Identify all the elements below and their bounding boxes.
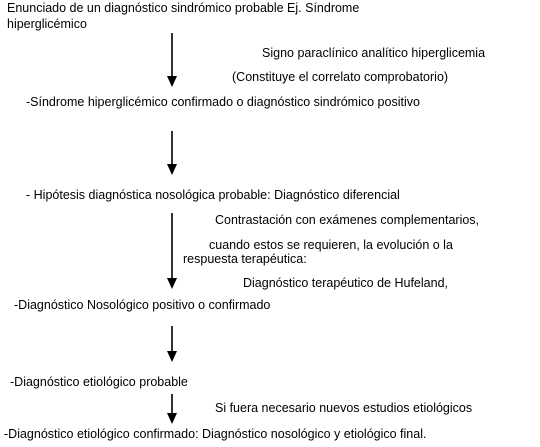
step1-line1: Enunciado de un diagnóstico sindrómico probable Ej. Síndrome <box>7 1 360 15</box>
step3: - Hipótesis diagnóstica nosológica probable: Diagnóstico diferencial <box>26 188 400 202</box>
note1-line2: (Constituye el correlato comprobatorio) <box>232 70 449 84</box>
note3-line2: cuando estos se requieren, la evolución o la <box>209 238 453 252</box>
down-arrow-3 <box>167 213 177 289</box>
note1-line1: Signo paraclínico analítico hiperglicemia <box>262 46 486 60</box>
note3-line3: respuesta terapéutica: <box>183 252 307 266</box>
down-arrow-1 <box>167 33 177 87</box>
down-arrow-4 <box>167 326 177 362</box>
step1-line2: hiperglicémico <box>7 17 87 31</box>
note5: Si fuera necesario nuevos estudios etiológicos <box>215 401 473 415</box>
note3-line4: Diagnóstico terapéutico de Hufeland, <box>243 276 448 290</box>
down-arrow-5 <box>167 394 177 424</box>
step4: -Diagnóstico Nosológico positivo o confirmado <box>14 298 271 312</box>
step6: -Diagnóstico etiológico confirmado: Diagnóstico nosológico y etiológico final. <box>4 427 427 441</box>
step2: -Síndrome hiperglicémico confirmado o diagnóstico sindrómico positivo <box>26 95 420 109</box>
note3-line1: Contrastación con exámenes complementarios, <box>215 213 480 227</box>
step5: -Diagnóstico etiológico probable <box>10 375 188 389</box>
down-arrow-2 <box>167 131 177 175</box>
